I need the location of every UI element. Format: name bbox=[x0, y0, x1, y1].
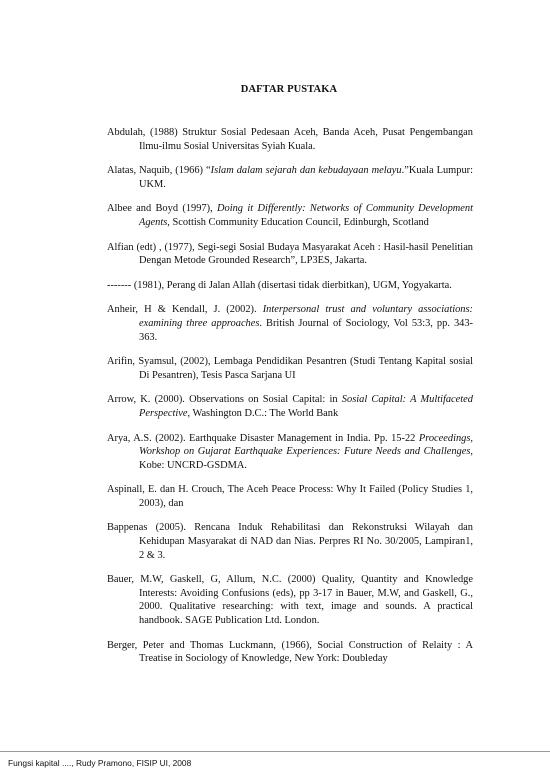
reference-entry: Alatas, Naquib, (1966) “Islam dalam sejarah dan kebudayaan melayu.”Kuala Lumpur: UKM. bbox=[107, 165, 473, 190]
reference-entry: Bauer, M.W, Gaskell, G, Allum, N.C. (2000) Quality, Quantity and Knowledge Interests: Avoiding Confusions (eds), pp 3-17 in Bauer, M.W, and Gaskell, G., 2000. Qualitative researching: with text, image and sounds. A practical handbook. SAGE Publication Ltd. London. bbox=[107, 574, 473, 627]
reference-entry: ------- (1981), Perang di Jalan Allah (disertasi tidak dierbitkan), UGM, Yogyakarta. bbox=[107, 279, 452, 291]
footer-text: Fungsi kapital ...., Rudy Pramono, FISIP UI, 2008 bbox=[8, 758, 192, 768]
reference-entry: Alfian (edt) , (1977), Segi-segi Sosial Budaya Masyarakat Aceh : Hasil-hasil Penelitian Dengan Metode Grounded Research”, LP3ES, Jakarta. bbox=[107, 241, 473, 267]
page-title: DAFTAR PUSTAKA bbox=[240, 84, 338, 95]
reference-entry: Aspinall, E. dan H. Crouch, The Aceh Peace Process: Why It Failed (Policy Studies 1, 2003), dan bbox=[107, 484, 473, 509]
page-footer bbox=[0, 751, 550, 768]
reference-entry: Albee and Boyd (1997), Doing it Differently: Networks of Community Development Agents, Scottish Community Education Council, Edinburgh, Scotland bbox=[107, 203, 473, 228]
reference-entry: Arifin, Syamsul, (2002), Lembaga Pendidikan Pesantren (Studi Tentang Kapital sosial Di Pesantren), Tesis Pasca Sarjana UI bbox=[107, 356, 473, 381]
reference-list bbox=[107, 126, 473, 677]
reference-entry: Arrow, K. (2000). Observations on Sosial Capital: in Sosial Capital: A Multifaceted Perspective, Washington D.C.: The World Bank bbox=[107, 394, 473, 419]
reference-entry: Bappenas (2005). Rencana Induk Rehabilitasi dan Rekonstruksi Wilayah dan Kehidupan Masyarakat di NAD dan Nias. Perpres RI No. 30/2005, Lampiran1, 2 & 3. bbox=[107, 522, 473, 561]
reference-entry: Anheir, H & Kendall, J. (2002). Interpersonal trust and voluntary associations: examining three approaches. British Journal of Sociology, Vol 53:3, pp. 343-363. bbox=[107, 304, 474, 343]
reference-entry: Abdulah, (1988) Struktur Sosial Pedesaan Aceh, Banda Aceh, Pusat Pengembangan Ilmu-ilmu Sosial Universitas Syiah Kuala. bbox=[107, 127, 473, 152]
reference-entry: Arya, A.S. (2002). Earthquake Disaster Management in India. Pp. 15-22 Proceedings, Workshop on Gujarat Earthquake Experiences: Future Needs and Challenges, Kobe: UNCRD-GSDMA. bbox=[107, 432, 473, 471]
reference-entry: Berger, Peter and Thomas Luckmann, (1966), Social Construction of Relaity : A Treatise in Sociology of Knowledge, New York: Doubleday bbox=[107, 639, 473, 665]
